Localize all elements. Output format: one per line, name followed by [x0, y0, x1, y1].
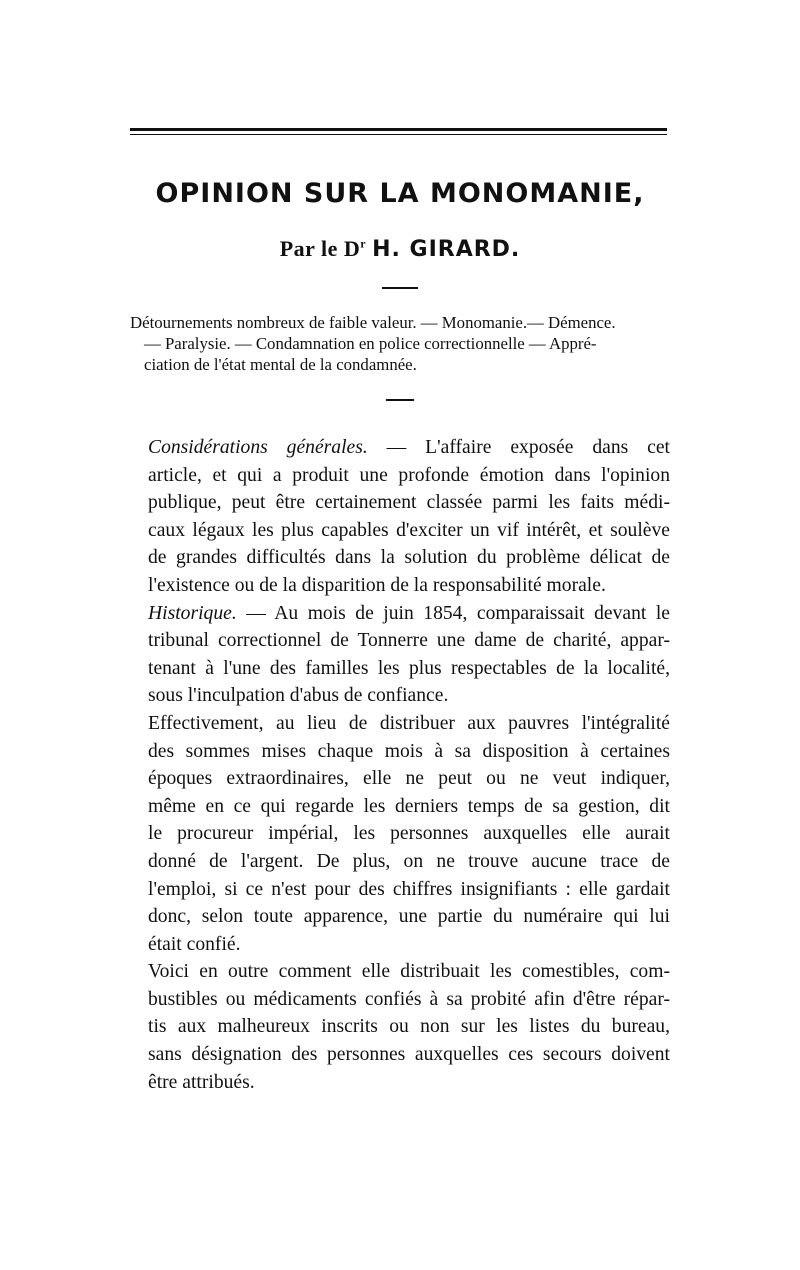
text-line: donné de l'argent. De plus, on ne trouve aucune trace de — [148, 850, 670, 872]
text-line: l'existence ou de la disparition de la responsabilité morale. — [148, 574, 606, 596]
byline-title-superscript: r — [360, 236, 367, 251]
text-line: des sommes mises chaque mois à sa disposition à certaines — [148, 740, 670, 762]
text-line: bustibles ou médicaments confiés à sa probité afin d'être répar- — [148, 988, 670, 1010]
author-name: H. GIRARD. — [372, 237, 521, 262]
summary-line: — Paralysie. — Condamnation en police correctionnelle — Appré- — [144, 334, 597, 353]
text-line: de grandes difficultés dans la solution du problème délicat de — [148, 547, 670, 569]
paragraph-effectivement — [130, 710, 670, 958]
article-summary — [130, 312, 670, 375]
text-line: même en ce qui regarde les derniers temps de sa gestion, dit — [148, 795, 670, 817]
text-line: article, et qui a produit une profonde émotion dans l'opinion — [148, 464, 670, 486]
paragraph-considerations — [130, 434, 670, 600]
text-line: Voici en outre comment elle distribuait les comestibles, com- — [148, 961, 670, 983]
text-line — [130, 434, 670, 462]
byline-prefix: Par le D — [279, 236, 361, 261]
text-line: publique, peut être certainement classée parmi les faits médi- — [148, 492, 670, 514]
text-line: le procureur impérial, les personnes auxquelles elle aurait — [148, 823, 670, 845]
article-body — [130, 434, 670, 1096]
paragraph-lead: Considérations générales. — [148, 437, 368, 458]
text-line: donc, selon toute apparence, une partie du numéraire qui lui — [148, 906, 670, 928]
text-line: l'emploi, si ce n'est pour des chiffres insignifiants : elle gardait — [148, 878, 670, 900]
text-line: tenant à l'une des familles les plus respectables de la localité, — [148, 657, 670, 679]
text-line: Effectivement, au lieu de distribuer aux pauvres l'intégralité — [148, 712, 670, 734]
paragraph-historique — [130, 600, 670, 710]
author-byline — [130, 236, 670, 262]
paragraph-voici — [130, 958, 670, 1096]
text-line: caux légaux les plus capables d'exciter un vif intérêt, et soulève — [148, 519, 670, 541]
text-line: tis aux malheureux inscrits ou non sur les listes du bureau, — [148, 1016, 670, 1038]
text-line: sous l'inculpation d'abus de confiance. — [148, 685, 449, 707]
text-line: tribunal correctionnel de Tonnerre une dame de charité, appar- — [148, 630, 670, 652]
text-line: être attribués. — [148, 1071, 255, 1093]
text-line: époques extraordinaires, elle ne peut ou ne veut indiquer, — [148, 768, 670, 790]
text-run: — Au mois de juin 1854, comparaissait devant le — [236, 602, 670, 624]
text-line: sans désignation des personnes auxquelles ces secours doivent — [148, 1044, 670, 1066]
article-title: OPINION SUR LA MONOMANIE, — [155, 178, 645, 209]
summary-line: ciation de l'état mental de la condamnée. — [144, 355, 417, 374]
summary-line: Détournements nombreux de faible valeur. — Monomanie.— Démence. — [130, 313, 616, 332]
paragraph-lead: Historique. — [148, 602, 237, 624]
separator-rule — [382, 287, 418, 289]
text-run: — L'affaire exposée dans cet — [367, 437, 670, 458]
text-line: était confié. — [148, 933, 241, 955]
text-line — [130, 600, 670, 628]
separator-rule — [386, 399, 414, 401]
header-double-rule — [130, 128, 667, 136]
